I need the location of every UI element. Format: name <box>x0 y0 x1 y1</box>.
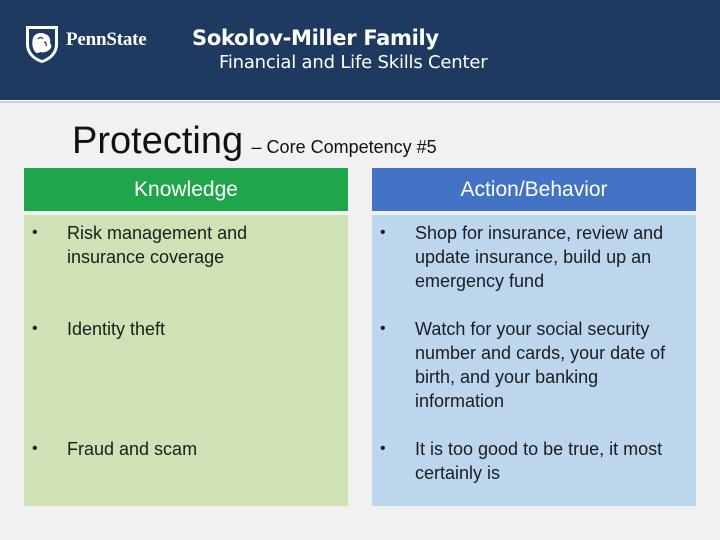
knowledge-header-label: Knowledge <box>134 177 238 201</box>
list-item <box>24 221 348 301</box>
slide-title-main: Protecting <box>72 120 244 162</box>
bullet: • <box>380 224 386 241</box>
bullet: • <box>32 224 38 241</box>
nittany-lion-shield-icon <box>24 24 60 64</box>
list-item <box>24 437 348 497</box>
bullet: • <box>380 440 386 457</box>
list-item <box>372 317 696 417</box>
list-item <box>24 317 348 377</box>
list-item <box>372 221 696 301</box>
center-title: Sokolov-Miller Family <box>192 26 439 50</box>
action-item-text: Watch for your social security number and cards, your date of birth, and your banking information <box>415 319 666 411</box>
action-item-text: It is too good to be true, it most certainly is <box>415 439 663 483</box>
knowledge-item-text: Fraud and scam <box>67 439 198 459</box>
bullet: • <box>32 320 38 337</box>
list-item <box>372 437 696 497</box>
action-header-label: Action/Behavior <box>460 177 608 201</box>
slide-title <box>72 120 437 163</box>
knowledge-item-text: Identity theft <box>67 319 166 339</box>
header-divider <box>0 101 720 103</box>
knowledge-column-header <box>24 168 348 211</box>
action-item-text: Shop for insurance, review and update insurance, build up an emergency fund <box>415 223 664 291</box>
bullet: • <box>380 320 386 337</box>
action-column-header <box>372 168 696 211</box>
header-banner <box>0 0 720 103</box>
center-subtitle: Financial and Life Skills Center <box>219 52 488 73</box>
slide-title-suffix: – Core Competency #5 <box>251 137 437 157</box>
bullet: • <box>32 440 38 457</box>
knowledge-item-text: Risk management and insurance coverage <box>67 223 248 267</box>
pennstate-logo-text: PennState <box>66 29 147 50</box>
